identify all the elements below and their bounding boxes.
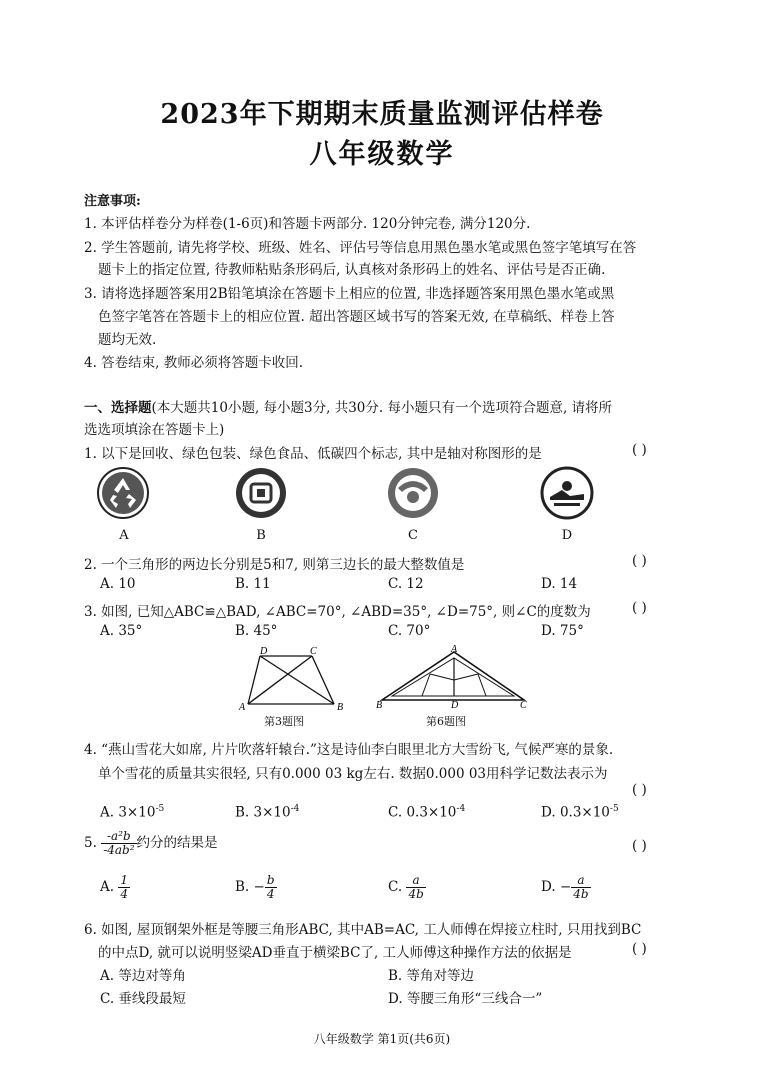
q1-label-b: B [256,528,266,543]
exam-title: 2023年下期期末质量监测评估样卷 [160,99,604,130]
q1-label-c: C [408,528,418,543]
notice-line: 题均无效. [98,332,157,348]
q5-stem: 5. $\frac{\text{-a²b}}{\text{-4ab²}}$ 约分的结果是 [84,829,218,858]
notice-line: 3. 请将选择题答案用2B铅笔填涂在答题卡上相应的位置, 非选择题答案用黑色墨水笔或黑 [84,286,615,302]
q2-option-b: B. 11 [235,576,271,592]
section-desc: (本大题共10小题, 每小题3分, 共30分. 每小题只有一个选项符合题意, 请将所 [151,400,613,416]
q6-option-d: D. 等腰三角形“三线合一” [388,991,543,1007]
q2-stem: 2. 一个三角形的两边长分别是5和7, 则第三边长的最大整数值是 [84,557,465,573]
notice-line: 2. 学生答题前, 请先将学校、班级、姓名、评估号等信息用黑色墨水笔或黑色签字笔填写在答 [84,240,637,256]
q6-stem-line2: 的中点D, 就可以说明竖梁AD垂直于横梁BC了, 工人师傅这种操作方法的依据是 [98,945,572,961]
q6-option-c: C. 垂线段最短 [100,991,186,1007]
q1-label-d: D [561,528,573,543]
q3-option-d: D. 75° [541,623,584,639]
fig3-caption: 第3题图 [264,715,304,728]
fig6-label-d: D [451,700,459,710]
q1-answer-paren: ( ) [632,442,647,458]
q4-stem-line1: 4. “燕山雪花大如席, 片片吹落轩辕台.”这是诗仙李白眼里北方大雪纷飞, 气候严寒的景象. [84,742,614,758]
q1-label-a: A [119,528,129,543]
q5-option-b: B. − $\frac{b}{4}$ [235,873,275,902]
q3-answer-paren: ( ) [632,600,647,616]
q2-option-d: D. 14 [541,576,578,592]
notice-heading: 注意事项: [84,194,141,209]
figure-q3-triangles [236,644,352,712]
q4-option-b: B. $3\times 10^{-4}$ [235,804,300,821]
fig6-caption: 第6题图 [426,715,466,728]
notice-line: 色签字笔答在答题卡上的相应位置. 超出答题区域书写的答案无效, 在草稿纸、样卷上答 [98,309,615,325]
q2-option-a: A. 10 [100,576,136,592]
q5-option-c: C. $\frac{a}{4b}$ [388,873,424,902]
fig3-label-d: D [260,646,268,657]
fig3-label-c: C [310,646,317,657]
page-footer: 八年级数学 第1页(共6页) [313,1032,451,1046]
q6-stem-line1: 6. 如图, 屋顶钢架外框是等腰三角形ABC, 其中AB=AC, 工人师傅在焊接立柱时, 只用找到BC [84,922,642,938]
fig3-label-a: A [239,702,246,712]
q3-option-c: C. 70° [388,623,431,639]
recycle-logo-icon [96,466,150,520]
figure-q6-roof-truss [374,644,534,710]
notice-line: 题卡上的指定位置, 待教师粘贴条形码后, 认真核对条形码上的姓名、评估号是否正确. [98,262,606,278]
q4-stem-line2: 单个雪花的质量其实很轻, 只有0.000 03 kg左右. 数据0.000 03用科学记数法表示为 [98,766,608,782]
q6-option-b: B. 等角对等边 [388,968,475,984]
notice-line: 4. 答卷结束, 教师必须将答题卡收回. [84,355,304,371]
exam-subtitle: 八年级数学 [309,139,455,170]
q6-answer-paren: ( ) [632,941,647,957]
q2-option-c: C. 12 [388,576,424,592]
low-carbon-logo-icon [540,466,594,520]
q5-option-d: D. − $\frac{a}{4b}$ [541,873,589,902]
q3-stem: 3. 如图, 已知△ABC≌△BAD, ∠ABC=70°, ∠ABD=35°, ∠D=75°, 则∠C的度数为 [84,604,591,620]
section-desc-cont: 选选项填涂在答题卡上) [84,422,225,438]
green-food-logo-icon [386,466,440,520]
q6-option-a: A. 等边对等角 [100,968,186,984]
q5-answer-paren: ( ) [632,838,647,854]
q5-fraction: $\frac{\text{-a²b}}{\text{-4ab²}}$ [103,829,135,858]
q3-option-b: B. 45° [235,623,278,639]
green-package-logo-icon [234,466,288,520]
section-title: 一、选择题 [84,400,152,416]
q4-option-c: C. $0.3\times 10^{-4}$ [388,804,466,821]
q2-answer-paren: ( ) [632,553,647,569]
fig3-label-b: B [337,702,344,712]
notice-line: 1. 本评估样卷分为样卷(1-6页)和答题卡两部分. 120分钟完卷, 满分120分. [84,216,531,232]
q5-option-a: A. $\frac{1}{4}$ [100,873,128,902]
q4-option-d: D. $0.3\times 10^{-5}$ [541,804,619,821]
q1-stem: 1. 以下是回收、绿色包装、绿色食品、低碳四个标志, 其中是轴对称图形的是 [84,446,542,462]
fig6-label-b: B [376,700,383,710]
q3-option-a: A. 35° [100,623,143,639]
section-heading [84,396,612,416]
fig6-label-c: C [520,700,527,710]
q4-option-a: A. $3\times 10^{-5}$ [100,804,165,821]
fig6-label-a: A [451,644,458,655]
q4-answer-paren: ( ) [632,782,647,798]
